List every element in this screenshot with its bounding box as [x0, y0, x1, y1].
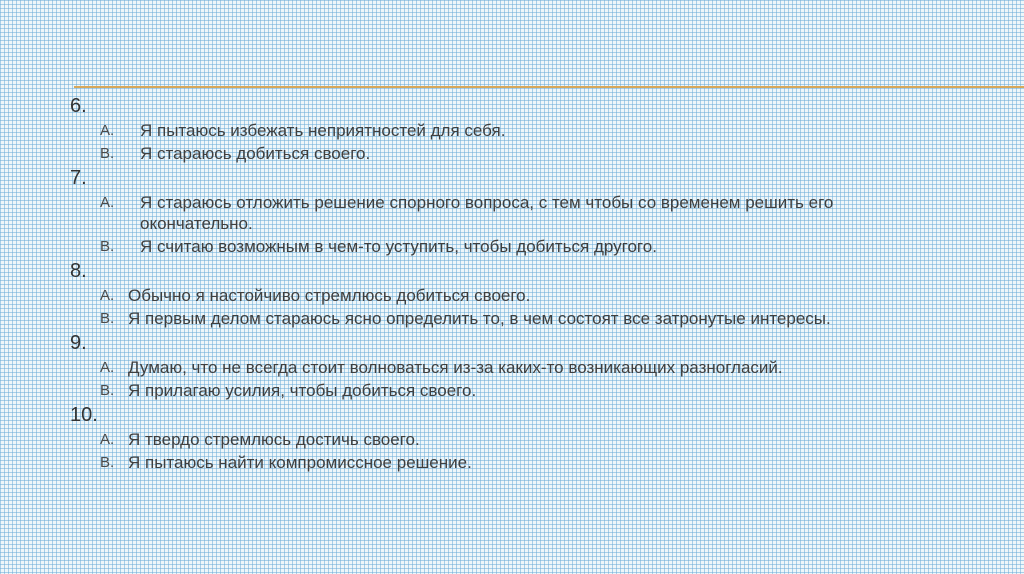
option-text: Я стараюсь отложить решение спорного вопроса, с тем чтобы со временем решить его окончательно. — [140, 193, 834, 233]
question-8 — [70, 259, 890, 329]
option-letter: A. — [100, 431, 115, 448]
option-text: Я первым делом стараюсь ясно определить то, в чем состоят все затронутые интересы. — [128, 309, 831, 328]
option-letter: A. — [100, 194, 115, 211]
option-b — [70, 236, 890, 257]
option-a — [70, 285, 890, 306]
option-text: Я пытаюсь найти компромиссное решение. — [128, 453, 472, 472]
option-letter: B. — [100, 382, 115, 399]
option-text: Я прилагаю усилия, чтобы добиться своего. — [128, 381, 477, 400]
option-text: Обычно я настойчиво стремлюсь добиться своего. — [128, 286, 531, 305]
question-10 — [70, 403, 890, 473]
option-text: Я твердо стремлюсь достичь своего. — [128, 430, 420, 449]
option-a — [70, 120, 890, 141]
option-b — [70, 143, 890, 164]
option-text: Думаю, что не всегда стоит волноваться из-за каких-то возникающих разногласий. — [128, 358, 783, 377]
option-b — [70, 452, 890, 473]
question-number: 6. — [70, 95, 87, 117]
option-text: Я считаю возможным в чем-то уступить, чтобы добиться другого. — [140, 237, 657, 256]
questionnaire — [70, 94, 890, 475]
question-number: 9. — [70, 332, 87, 354]
option-b — [70, 308, 890, 329]
option-a — [70, 357, 890, 378]
option-text: Я стараюсь добиться своего. — [140, 144, 371, 163]
option-letter: B. — [100, 145, 115, 162]
option-letter: A. — [100, 122, 115, 139]
question-7 — [70, 166, 890, 257]
question-9 — [70, 331, 890, 401]
question-number: 10. — [70, 404, 98, 426]
question-number: 7. — [70, 167, 87, 189]
option-letter: B. — [100, 310, 115, 327]
accent-divider-line — [74, 86, 1024, 88]
question-6 — [70, 94, 890, 164]
option-a — [70, 192, 890, 234]
option-b — [70, 380, 890, 401]
option-text: Я пытаюсь избежать неприятностей для себя. — [140, 121, 506, 140]
question-number: 8. — [70, 260, 87, 282]
option-letter: B. — [100, 454, 115, 471]
option-a — [70, 429, 890, 450]
option-letter: A. — [100, 359, 115, 376]
option-letter: A. — [100, 287, 115, 304]
option-letter: B. — [100, 238, 115, 255]
